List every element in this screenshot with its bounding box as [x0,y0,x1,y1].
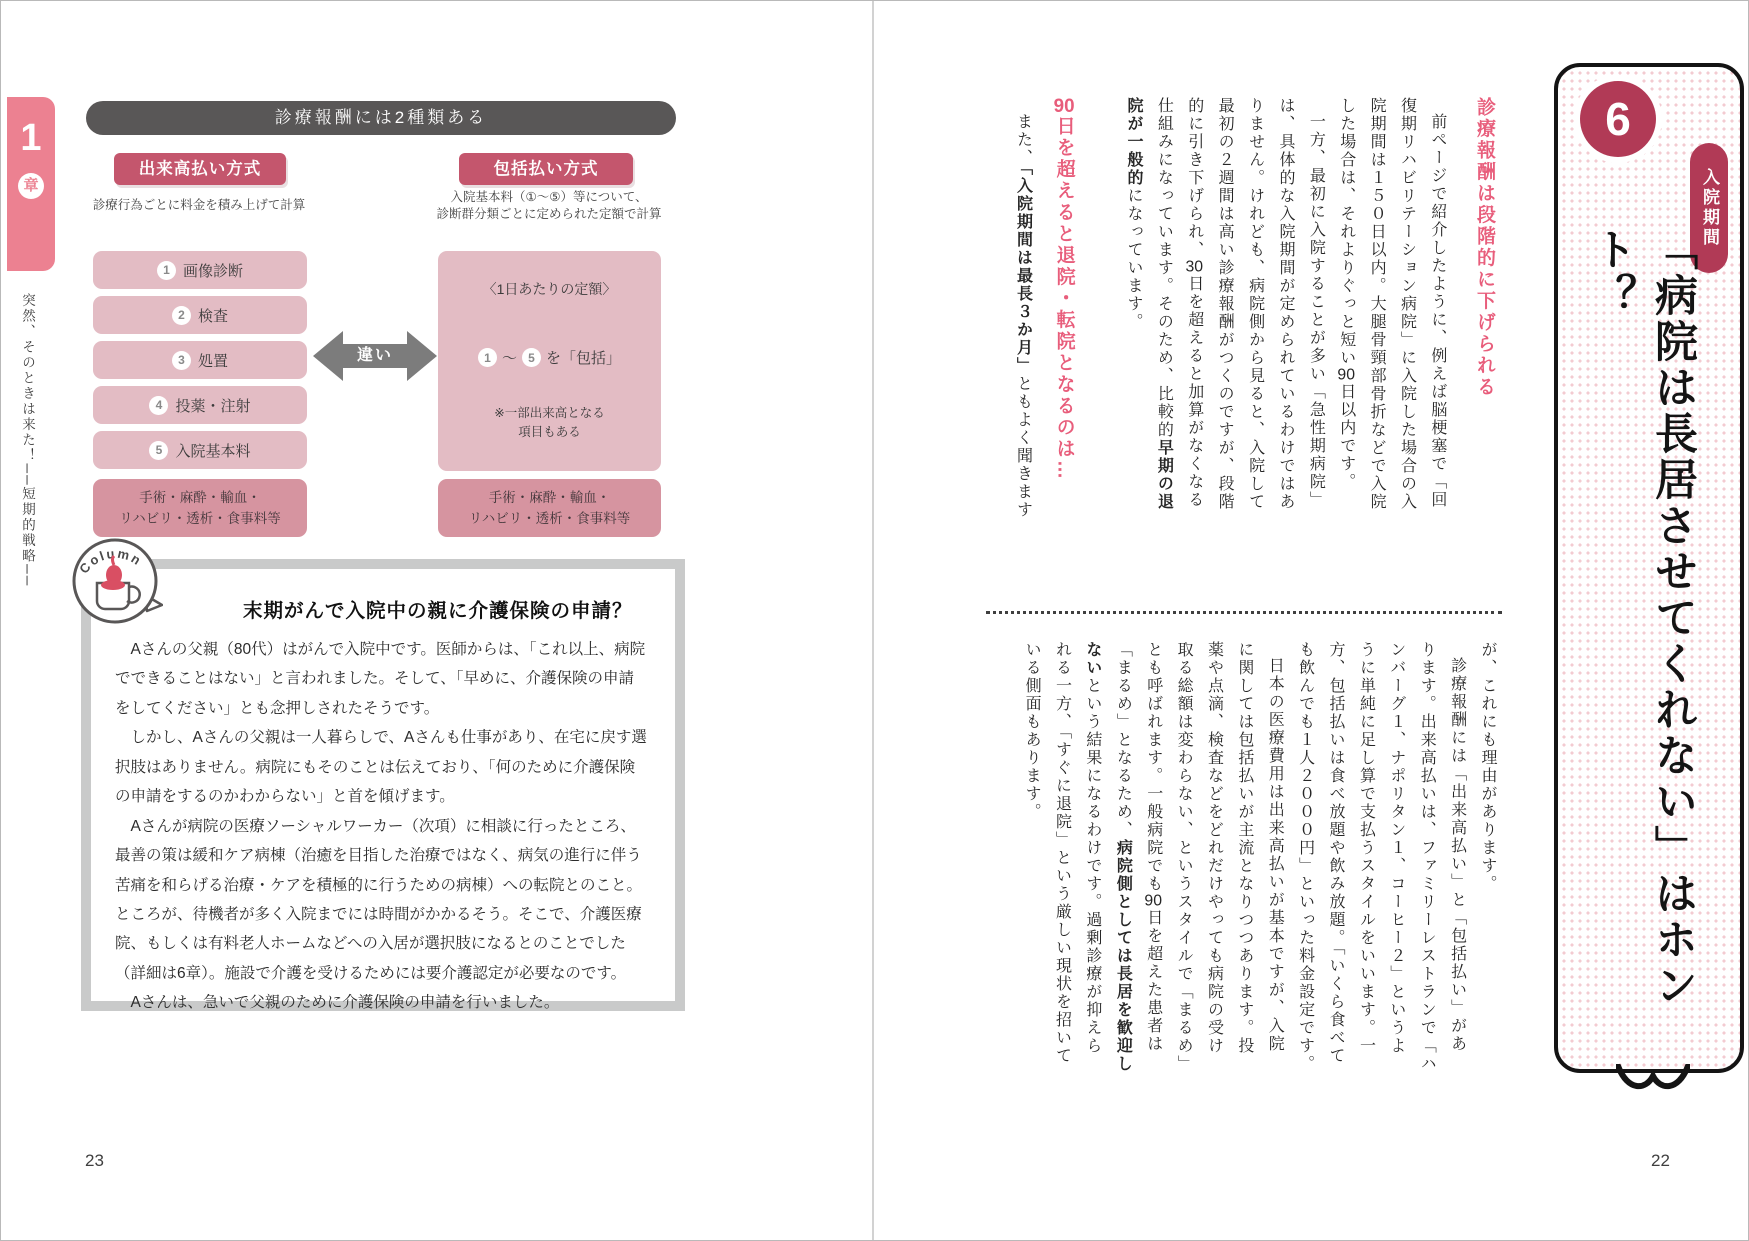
item-label: 画像診断 [182,262,243,280]
item-label: 入院基本料 [175,442,251,460]
bundled-note [438,404,661,442]
item-number-disc: 3 [172,351,191,370]
bundled-daily-box [438,251,661,471]
dotted-separator [986,611,1502,614]
column-paragraph: しかし、Aさんの父親は一人暮らしで、Aさんも仕事があり、在宅に戻す選択肢はありません。病院にもそのことは伝えており、「何のために介護保険の申請をするのかわからない」と首を傾げます。 [115,729,647,806]
daily-fixed-amount-title: 〈1日あたりの定額〉 [482,281,617,297]
fee-item-row [93,431,307,469]
footer-line2: リハビリ・透析・食事料等 [119,510,281,526]
chapter-unit-badge: 章 [18,173,44,199]
page-number-left: 23 [85,1151,104,1170]
bundled-caption-line2: 診断群分類ごとに定められた定額で計算 [436,206,662,221]
column-box [81,559,685,1011]
text-column: 「まるめ」となるため、病院側としては長居を歓迎し [1114,641,1132,1073]
chapter-subtitle: 突然、そのときは来た！──短期的戦略── [20,293,35,588]
range-number-disc: 1 [478,348,497,367]
footer-line2: リハビリ・透析・食事料等 [468,510,631,526]
text-column: は、具体的な入院期間が定められているわけではあ [1276,97,1294,511]
difference-label: 違い [356,347,393,364]
text-column: 日本の医療費用は出来高払いが基本ですが、入院 [1266,657,1284,1053]
bundled-caption-line1: 入院基本料（①～⑤）等について、 [450,190,648,204]
text-column: ンバーグ１、ナポリタン１、コーヒー２」というよ [1387,641,1405,1055]
column-title: 末期がんで入院中の親に介護保険の申請？ [243,600,633,622]
item-number-disc: 5 [149,441,168,460]
column-body [115,635,649,1018]
text-column: 前ページで紹介したように、例えば脳梗塞で「回 [1428,113,1446,509]
difference-arrow [313,321,437,391]
column-badge [69,535,163,629]
bundled-caption [431,189,667,223]
text-column: 薬や点滴、検査などをどれだけやっても病院の受け [1205,641,1223,1055]
bundled-range-line [438,347,661,368]
fee-item-row [93,341,307,379]
footer-line1: 手術・麻酔・輸血・ [139,490,261,505]
text-column: 診療報酬には「出来高払い」と「包括払い」があ [1448,657,1466,1053]
fee-item-row [93,251,307,289]
footer-line1: 手術・麻酔・輸血・ [488,490,611,505]
text-column: ります。出来高払いは、ファミリーレストランで「ハ [1418,641,1436,1073]
text-column: 院が一般的になっています。 [1125,97,1142,331]
section-number-circle: 6 [1580,81,1656,157]
section-title-frame [1554,63,1744,1073]
fee-item-row [93,296,307,334]
diagram-title: 診療報酬には2種類ある [86,101,676,135]
fee-for-service-footer [93,479,307,537]
chapter-number: 1 [20,117,42,159]
range-tilde: ～ [501,350,517,367]
title-brace-decoration [1616,1064,1690,1099]
note-line1: ※一部出来高となる [494,406,605,420]
fee-item-row [93,386,307,424]
text-column: に関しては包括払いが主流となりつつあります。投 [1235,641,1253,1055]
fee-for-service-items [93,251,307,469]
column-paragraph: Aさんの父親（80代）はがんで入院中です。医師からは、「これ以上、病院でできることはない」と言われました。そして、「早めに、介護保険の申請をしてください」とも念押しされたそうです。 [115,641,646,717]
coffee-cup-icon [69,535,163,629]
text-column: 一方、最初に入院することが多い「急性期病院」 [1307,113,1325,509]
text-column: も飲んでも１人２０００円」といった料金設定です。 [1296,641,1314,1073]
text-column: 院期間は１５０日以内。大腿骨頸部骨折などで入院 [1368,97,1386,511]
text-column: いる側面もあります。 [1023,641,1041,821]
item-number-disc: 2 [172,306,191,325]
range-suffix: を「包括」 [546,350,622,367]
fee-for-service-header: 出来高払い方式 [114,153,286,185]
red-subheading-1: 診療報酬は段階的に下げられる [1474,97,1495,398]
text-column: 取る総額は変わらない、というスタイルで「まるめ」 [1175,641,1193,1073]
note-line2: 項目もある [518,424,581,439]
body-text-bottom-section [986,641,1502,1077]
chapter-tab [7,97,55,271]
body-text-top-section [986,97,1502,569]
text-column: 方、包括払いは食べ放題や飲み放題。「いくら食べて [1327,641,1345,1065]
item-label: 検査 [197,307,228,325]
text-column: りません。けれども、病院側から見ると、入院して [1246,97,1264,511]
section-title: 「病院は長居させてくれない」はホント？ [1588,227,1697,1009]
column-paragraph: Aさんが病院の医療ソーシャルワーカー（次項）に相談に行ったところ、最善の策は緩和ケア病棟（治癒を目指した治療ではなく、病気の進行に伴う苦痛を和らげる治療・ケアを積極的に行うための病棟）への転院とのこと。ところが、待機者が多く入院までには時間がかかるそう。そこで、介護医療院、もしくは有料老人ホームなどへの入居が選択肢になるとのことでした（詳細は6章）。施設で介護を受けるためには要介護認定が必要なのです。 [115,817,643,982]
fee-for-service-caption: 診療行為ごとに料金を積み上げて計算 [92,198,306,212]
text-column: 復期リハビリテーション病院」に入院した場合の入 [1398,97,1416,511]
text-column: 的に引き下げられ、30日を超えると加算がなくなる [1185,97,1204,509]
text-column: が、これにも理由があります。 [1479,641,1496,893]
item-number-disc: 1 [157,261,176,280]
range-number-disc: 5 [522,348,541,367]
column-paragraph: Aさんは、急いで父親のために介護保険の申請を行いました。 [130,994,560,1012]
text-column: れる一方、「すぐに退院」という厳しい現状を招いて [1053,641,1071,1065]
item-label: 処置 [197,352,228,370]
text-column: した場合は、それよりぐっと短い90日以内です。 [1337,97,1356,491]
text-column: うに単純に足し算で支払うスタイルをいいます。一 [1357,641,1375,1055]
page-divider [872,1,874,1240]
text-column: ないという結果になるわけです。過剰診療が抑えら [1083,641,1101,1055]
page-number-right: 22 [1651,1151,1670,1170]
bundled-footer [438,479,661,537]
bundled-payment-header: 包括払い方式 [459,153,633,185]
text-column: 仕組みになっています。そのため、比較的早期の退 [1155,97,1173,511]
section-tag-pill: 入院期間 [1690,143,1728,273]
item-label: 投薬・注射 [175,397,251,415]
item-number-disc: 4 [149,396,168,415]
svg-text:Column: Column [76,545,145,577]
text-column: とも呼ばれます。一般病院でも90日を超えた患者は [1144,641,1162,1053]
text-column: また、「入院期間は最長３か月」ともよく聞きます [1014,113,1032,519]
red-subheading-2: 90日を超えると退院・転院となるのは… [1053,97,1075,482]
text-column: 最初の２週間は高い診療報酬がつくのですが、段階 [1216,97,1234,511]
